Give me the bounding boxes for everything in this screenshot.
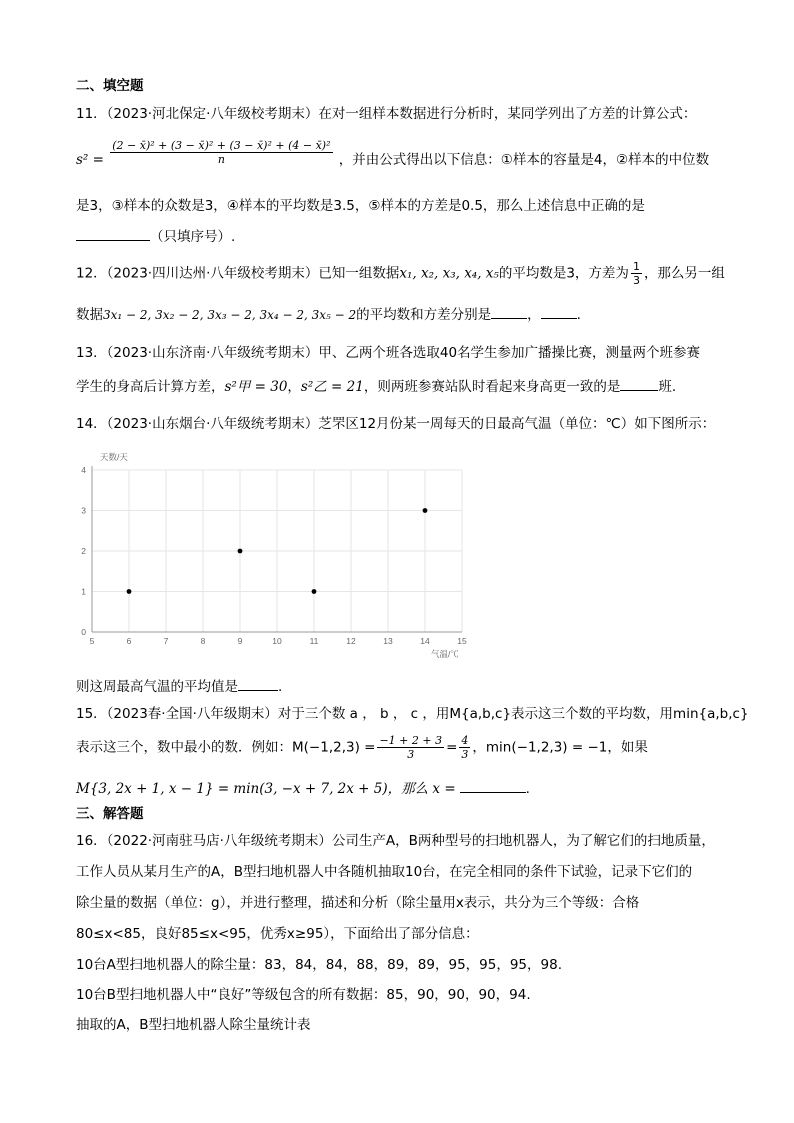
q15-line2-post: ，min(−1,2,3) = −1，如果 [472,739,648,756]
x-tick-label: 6 [126,636,132,646]
chart-y-axis-label: 天数/天 [100,452,128,462]
q14-line1: 14．（2023·山东烟台·八年级统考期末）芝罘区12月份某一周每天的日最高气温（单位：℃）如下图所示： [76,416,716,432]
x-tick-label: 10 [272,636,282,646]
q14-after-end: . [278,679,283,695]
q15-line1: 15．（2023春·全国·八年级期末）对于三个数 a ， b ， c ，用M{a,b,c}表示这三个数的平均数，用min{a,b,c} [76,706,749,722]
data-point [238,549,243,554]
y-tick-label: 0 [81,627,86,637]
q15-line3-pre: M{3, 2x + 1, x − 1} = min(3, −x + 7, 2x + 5)，那么 x = [76,781,456,797]
q12-frac-den: 3 [632,274,640,287]
chart-grid [92,470,462,632]
q15-ex2-den: 3 [461,748,469,761]
q15-line3-end: . [525,781,530,797]
q12-line1-mid: 的平均数是3，方差为 [498,265,629,282]
data-point [312,589,317,594]
q16-line5: 10台A型扫地机器人的除尘量：83，84，84，88，89，89，95，95，95，98. [76,957,562,973]
x-tick-label: 15 [457,636,467,646]
q15-eq: = [446,739,458,756]
q11-formula-numerator: (2 − x̄)² + (3 − x̄)² + (3 − x̄)² + (4 − x̄)² [112,139,331,152]
section-title-fill-in: 二、填空题 [76,78,144,94]
x-tick-label: 8 [200,636,206,646]
x-tick-label: 9 [237,636,243,646]
data-point [127,589,132,594]
q15-example-fraction [377,734,444,761]
chart-ticks [81,465,467,646]
q13-s-jia: s²甲 = 30 [224,379,288,395]
data-point [423,508,428,513]
q12-line2-post: 的平均数和方差分别是 [356,307,492,323]
y-tick-label: 4 [81,465,86,475]
q11-formula-lhs: s² = [76,151,104,168]
q14-answer-blank[interactable] [238,676,278,691]
q11-line4 [76,226,235,247]
q11-line3: 是3，③样本的众数是3，④样本的平均数是3.5，⑤样本的方差是0.5，那么上述信息中正确的是 [76,198,645,214]
q15-answer-blank[interactable] [460,778,526,793]
q15-line2 [76,734,648,768]
q16-line2: 工作人员从某月生产的A，B型扫地机器人中各随机抽取10台，在完全相同的条件下试验，记录下它们的 [76,864,693,880]
y-tick-label: 3 [81,505,86,516]
q11-answer-blank[interactable] [76,226,150,241]
q15-ex-den: 3 [407,748,415,761]
q12-variance-blank[interactable] [541,304,577,319]
q12-line2 [76,304,581,325]
q13-line2 [76,376,676,397]
q11-formula-denominator: n [217,153,225,166]
q14-after-line [76,676,282,697]
q12-line2-pre: 数据 [76,307,103,323]
q12-frac-num: 1 [632,260,640,273]
q15-ex-num: −1 + 2 + 3 [379,734,443,747]
q12-comma: ， [527,307,541,323]
q16-line6: 10台B型扫地机器人中“良好”等级包含的所有数据：85，90，90，90，94. [76,987,531,1003]
q13-s-yi: s²乙 = 21 [300,379,364,395]
q15-line2-pre: 表示这三个，数中最小的数．例如：M(−1,2,3) = [76,739,376,756]
q13-sep: ， [287,379,301,395]
x-tick-label: 5 [89,636,95,646]
chart-x-axis-label: 气温/℃ [431,649,459,659]
q12-line1 [76,260,725,290]
x-tick-label: 11 [309,636,319,646]
x-tick-label: 13 [383,636,393,646]
q11-line1: 11．（2023·河北保定·八年级校考期末）在对一组样本数据进行分析时，某同学列出了方差的计算公式： [76,106,697,122]
q11-formula-fraction [110,139,332,166]
q11-line2-rest: ，并由公式得出以下信息：①样本的容量是4，②样本的中位数 [338,151,710,168]
q12-variance-fraction [631,260,642,287]
x-tick-label: 12 [346,636,356,646]
q12-period: . [576,307,581,323]
q16-line7: 抽取的A，B型扫地机器人除尘量统计表 [76,1017,311,1033]
q15-example-fraction2 [459,734,470,761]
x-tick-label: 14 [420,636,430,646]
q13-answer-blank[interactable] [620,376,658,391]
q13-line1: 13．（2023·山东济南·八年级统考期末）甲、乙两个班各选取40名学生参加广播操比赛，测量两个班参赛 [76,345,701,361]
q11-formula-line [76,139,710,182]
q16-line4: 80≤x<85，良好85≤x<95，优秀x≥95），下面给出了部分信息： [76,926,479,942]
q16-line1: 16．（2022·河南驻马店·八年级统考期末）公司生产A，B两种型号的扫地机器人，为了解它们的扫地质量， [76,833,715,849]
q12-line1-post: ，那么另一组 [643,265,725,282]
q12-expr: 3x₁ − 2, 3x₂ − 2, 3x₃ − 2, 3x₄ − 2, 3x₅ − 2 [103,308,357,322]
section-title-solve: 三、解答题 [76,806,144,822]
y-tick-label: 2 [81,546,86,556]
q13-line2-pre: 学生的身高后计算方差， [76,379,225,395]
q12-mean-blank[interactable] [491,304,527,319]
q13-line2-post: ，则两班参赛站队时看起来身高更一致的是 [363,379,621,395]
q12-vars: x₁, x₂, x₃, x₄, x₅ [399,265,499,282]
x-tick-label: 7 [163,636,169,646]
y-tick-label: 1 [81,586,86,597]
q16-line3: 除尘量的数据（单位：g），并进行整理，描述和分析（除尘量用x表示，共分为三个等级：合格 [76,895,640,911]
temperature-scatter-chart [76,446,476,662]
q15-line3 [76,778,530,799]
q11-line4-rest: （只填序号）. [150,229,236,245]
q14-after-text: 则这周最高气温的平均值是 [76,679,238,695]
q13-line2-end: 班. [658,379,677,395]
q12-line1-pre: 12．（2023·四川达州·八年级校考期末）已知一组数据 [76,265,400,282]
q15-ex2-num: 4 [461,734,469,747]
